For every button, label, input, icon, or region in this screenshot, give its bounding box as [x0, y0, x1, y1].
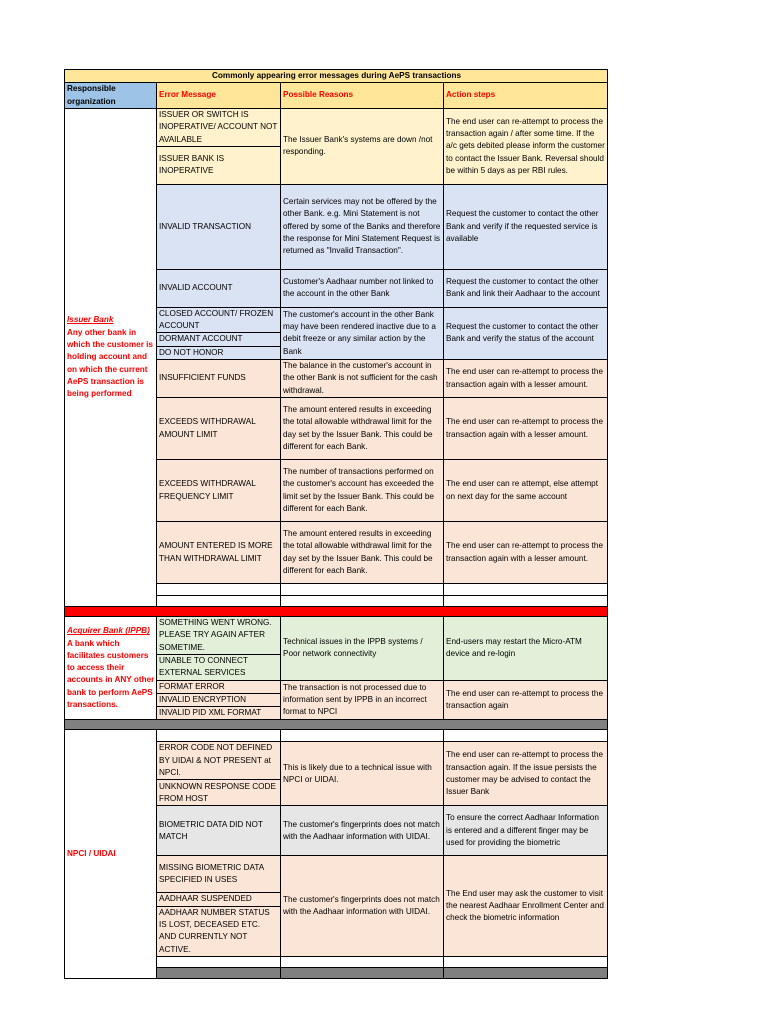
error-message: AADHAAR SUSPENDED [157, 893, 281, 906]
blank-cell [157, 584, 281, 596]
table-row [65, 730, 608, 742]
possible-reason: The Issuer Bank's systems are down /not responding. [281, 108, 444, 184]
possible-reason: The customer's fingerprints does not match with the Aadhaar information with UIDAI. [281, 806, 444, 856]
org-cell-acquirer [65, 617, 157, 720]
header-row [65, 83, 608, 109]
possible-reason: The amount entered results in exceeding the total allowable withdrawal limit for the day set by the Issuer Bank. This could be different for each Bank. [281, 398, 444, 460]
error-message: DORMANT ACCOUNT [157, 333, 281, 346]
action-step: Request the customer to contact the other Bank and verify the status of the account [444, 307, 608, 359]
error-message: INVALID ACCOUNT [157, 269, 281, 307]
possible-reason: The balance in the customer's account in the other Bank is not sufficient for the cash withdrawal. [281, 360, 444, 398]
aeps-error-table [64, 69, 608, 979]
blank-cell [157, 730, 281, 742]
action-step: The end user can re-attempt to process the transaction again with a lesser amount. [444, 360, 608, 398]
possible-reason: The customer's fingerprints does not match with the Aadhaar information with UIDAI. [281, 856, 444, 956]
header-error: Error Message [157, 83, 281, 109]
blank-cell [444, 730, 608, 742]
blank-cell [157, 967, 281, 978]
possible-reason: Technical issues in the IPPB systems / Poor network connectivity [281, 617, 444, 680]
table-title: Commonly appearing error messages during AePS transactions [65, 70, 608, 83]
org-name-issuer: Issuer Bank [67, 315, 114, 325]
action-step: To ensure the correct Aadhaar Information is entered and a different finger may be used for providing the biometric [444, 806, 608, 856]
action-step: The end user can re-attempt to process the transaction again with a lesser amount. [444, 398, 608, 460]
blank-cell [157, 956, 281, 967]
action-step: Request the customer to contact the other Bank and link their Aadhaar to the account [444, 269, 608, 307]
error-message: FORMAT ERROR [157, 680, 281, 693]
possible-reason: The number of transactions performed on the customer's account has exceeded the limit set by the Issuer Bank. This could be different for each Bank. [281, 460, 444, 522]
error-message: MISSING BIOMETRIC DATA SPECIFIED IN USES [157, 856, 281, 893]
blank-cell [281, 730, 444, 742]
error-message: SOMETHING WENT WRONG. PLEASE TRY AGAIN AFTER SOMETIME. [157, 617, 281, 655]
blank-cell [444, 596, 608, 607]
possible-reason: This is likely due to a technical issue with NPCI or UIDAI. [281, 742, 444, 806]
error-message: DO NOT HONOR [157, 346, 281, 359]
error-message: UNKNOWN RESPONSE CODE FROM HOST [157, 780, 281, 806]
possible-reason: The amount entered results in exceeding the total allowable withdrawal limit for the day set by the Issuer Bank. This could be different for each Bank. [281, 522, 444, 584]
error-message: ISSUER OR SWITCH IS INOPERATIVE/ ACCOUNT NOT AVAILABLE [157, 108, 281, 146]
error-message: INVALID TRANSACTION [157, 184, 281, 269]
org-desc-acquirer: A bank which facilitates customers to access their accounts in ANY other bank to perform AePS transactions. [67, 638, 155, 709]
red-separator-row [65, 607, 608, 617]
error-message: BIOMETRIC DATA DID NOT MATCH [157, 806, 281, 856]
org-cell-issuer [65, 108, 157, 606]
error-message: INVALID ENCRYPTION [157, 693, 281, 706]
error-message: EXCEEDS WITHDRAWAL FREQUENCY LIMIT [157, 460, 281, 522]
error-message: INVALID PID XML FORMAT [157, 707, 281, 720]
org-desc-issuer: Any other bank in which the customer is holding account and on which the current AePS transaction is being performed [67, 327, 153, 399]
org-name-acquirer: Acquirer Bank (IPPB) [67, 626, 150, 636]
table-row [65, 108, 608, 146]
action-step: The end user can re-attempt to process the transaction again [444, 680, 608, 720]
error-message: ERROR CODE NOT DEFINED BY UIDAI & NOT PRESENT at NPCI. [157, 742, 281, 780]
action-step: End-users may restart the Micro-ATM device and re-login [444, 617, 608, 680]
header-org: Responsible organization [65, 83, 157, 109]
action-step: The end user can re-attempt to process the transaction again with a lesser amount. [444, 522, 608, 584]
header-action: Action steps [444, 83, 608, 109]
action-step: The End user may ask the customer to visit the nearest Aadhaar Enrollment Center and check the biometric information [444, 856, 608, 956]
error-message: EXCEEDS WITHDRAWAL AMOUNT LIMIT [157, 398, 281, 460]
possible-reason: Customer's Aadhaar number not linked to the account in the other Bank [281, 269, 444, 307]
grey-separator-row [65, 720, 608, 730]
blank-cell [444, 584, 608, 596]
header-reasons: Possible Reasons [281, 83, 444, 109]
error-message: ISSUER BANK IS INOPERATIVE [157, 146, 281, 184]
possible-reason: Certain services may not be offered by the other Bank. e.g. Mini Statement is not offered by some of the Banks and therefore the response for Mini Statement Request is returned as "Invalid Transaction". [281, 184, 444, 269]
possible-reason: The customer's account in the other Bank may have been rendered inactive due to a debit freeze or any similar action by the Bank [281, 307, 444, 359]
action-step: The end user can re attempt, else attempt on next day for the same account [444, 460, 608, 522]
error-message: UNABLE TO CONNECT EXTERNAL SERVICES [157, 654, 281, 680]
action-step: The end user can re-attempt to process the transaction again / after some time. If the a/c gets debited please inform the customer to contact the Issuer Bank. Reversal should be within 5 days as per RBI rules. [444, 108, 608, 184]
possible-reason: The transaction is not processed due to information sent by IPPB in an incorrect format to NPCI [281, 680, 444, 720]
action-step: Request the customer to contact the other Bank and verify if the requested service is available [444, 184, 608, 269]
table-row [65, 617, 608, 655]
blank-cell [281, 596, 444, 607]
error-message: INSUFFICIENT FUNDS [157, 360, 281, 398]
title-row [65, 70, 608, 83]
blank-cell [281, 967, 444, 978]
org-name-npci: NPCI / UIDAI [67, 848, 116, 858]
blank-cell [444, 967, 608, 978]
error-message: AMOUNT ENTERED IS MORE THAN WITHDRAWAL LIMIT [157, 522, 281, 584]
action-step: The end user can re-attempt to process the transaction again. If the issue persists the customer may be advised to contact the Issuer Bank [444, 742, 608, 806]
error-message: AADHAAR NUMBER STATUS IS LOST, DECEASED ETC. AND CURRENTLY NOT ACTIVE. [157, 906, 281, 956]
org-cell-npci [65, 730, 157, 978]
blank-cell [444, 956, 608, 967]
grey-separator [65, 720, 608, 730]
red-separator [65, 607, 608, 617]
error-message: CLOSED ACCOUNT/ FROZEN ACCOUNT [157, 307, 281, 333]
blank-cell [281, 956, 444, 967]
blank-cell [281, 584, 444, 596]
blank-cell [157, 596, 281, 607]
